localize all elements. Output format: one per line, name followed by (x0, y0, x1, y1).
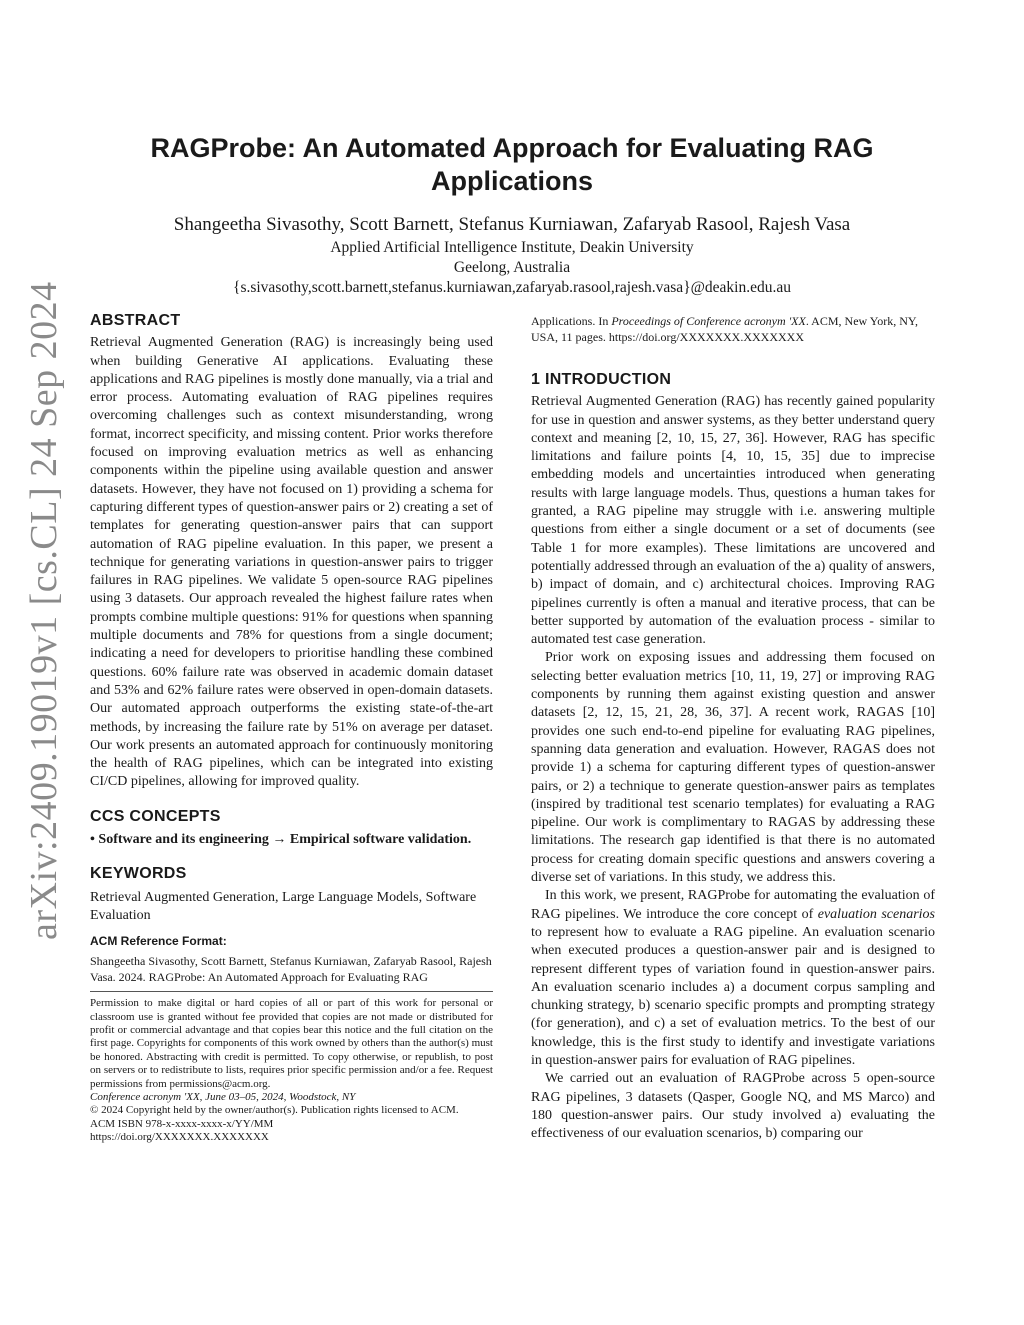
author-list: Shangeetha Sivasothy, Scott Barnett, Stefanus Kurniawan, Zafaryab Rasool, Rajesh Vasa (173, 214, 851, 235)
acm-reference-text: Shangeetha Sivasothy, Scott Barnett, Stefanus Kurniawan, Zafaryab Rasool, Rajesh Vasa. 2024. RAGProbe: An Automated Approach for Evaluating RAG (90, 954, 492, 985)
isbn-line: ACM ISBN 978-x-xxxx-xxxx-x/YY/MM (90, 1117, 274, 1130)
permission-text: Permission to make digital or hard copies of all or part of this work for personal or classroom use is granted without fee provided that copies are not made or distributed for profit or commercial advantage and that copies bear this notice and the full citation on the first page. Copyrights for components of this work owned by others than the author(s) must be honored. Abstracting with credit is permitted. To copy otherwise, or republish, to post on servers or to redistribute to lists, requires prior specific permission and/or a fee. Request permissions from permissions@acm.org. (90, 997, 493, 1090)
keywords-heading: KEYWORDS (90, 865, 187, 883)
doi-line: https://doi.org/XXXXXXX.XXXXXXX (90, 1131, 269, 1144)
conference-line: Conference acronym 'XX, June 03–05, 2024, Woodstock, NY (90, 1091, 356, 1104)
title-line-2: Applications (430, 166, 593, 196)
permission-block (90, 997, 493, 1144)
location: Geelong, Australia (453, 259, 571, 276)
left-column (90, 312, 493, 1145)
introduction-heading: 1 INTRODUCTION (531, 371, 672, 388)
intro-paragraph-4: We carried out an evaluation of RAGProbe across 5 open-source RAG pipelines, 3 datasets (Qasper, Google NQ, and MS Marco) and 180 question-answer pairs. Our study involved a) evaluating the effectiveness of our evaluation scenarios, b) comparing our (531, 1071, 935, 1142)
footnote-divider (90, 991, 493, 992)
intro-paragraph-2: Prior work on exposing issues and addressing them focused on selecting better evaluation metrics [10, 11, 19, 27] or improving RAG components by running them against existing question and answer datasets [2, 12, 15, 21, 28, 36, 37]. A recent work, RAGAS [10] provides one such end-to-end pipeline for evaluating RAG pipelines, spanning data generation and evaluation. However, RAGAS does not provide 1) a schema for capturing different types of question-answer pairs, or 2) a technique to generate question-answer pairs as templates (inspired by traditional test scenario templates) for evaluating a RAG pipeline. Our work is complimentary to RAGAS by addressing these limitations. The research gap identified is that there is no automated process for creating domain specific questions and answers covering a diverse set of variations. In this study, we address this. (531, 650, 935, 886)
ccs-heading: CCS CONCEPTS (90, 807, 221, 825)
abstract-heading: ABSTRACT (90, 312, 181, 329)
affiliation: Applied Artificial Intelligence Institute, Deakin University (330, 239, 694, 256)
ccs-text: • Software and its engineering → Empirical software validation. (90, 832, 472, 848)
abstract-text: Retrieval Augmented Generation (RAG) is increasingly being used when building Generative AI applications. Evaluating these applications and RAG pipelines is mostly done manually, via a trial and error process. Automating evaluation of RAG pipelines requires overcoming challenges such as context misunderstanding, wrong format, incorrect specificity, and missing content. Prior works therefore focused on improving evaluation metrics as well as enhancing components within the pipeline using available question and answer datasets. However, they have not focused on 1) providing a schema for capturing different types of question-answer pairs or 2) creating a set of templates for generating question-answer pairs that can support automation of RAG pipeline evaluation. In this paper, we present a technique for generating variations in question-answer pairs to trigger failures in RAG pipelines. We validate 5 open-source RAG pipelines using 3 datasets. Our approach revealed the highest failure rates when prompts combine multiple questions: 91% for questions when spanning multiple documents and 78% for questions from a single document; indicating a need for developers to prioritise handling these combined questions. 60% failure rate was observed in academic domain dataset and 53% and 62% failure rates were observed in open-domain datasets. Our automated approach outperforms the existing state-of-the-art methods, by increasing the failure rate by 51% on average per dataset. Our work presents an automated approach for continuously monitoring the health of RAG pipelines, which can be integrated into existing CI/CD pipelines, allowing for improved quality. (90, 335, 493, 790)
paper-title (80, 132, 944, 198)
copyright-line: © 2024 Copyright held by the owner/author(s). Publication rights licensed to ACM. (90, 1104, 459, 1117)
intro-paragraph-3: In this work, we present, RAGProbe for automating the evaluation of RAG pipelines. We introduce the core concept of evaluation scenarios to represent how to evaluate a RAG pipeline. An evaluation scenario when executed produces a question-answer pair and is designed to represent different types of variation found in question-answer pairs. An evaluation scenario includes a) a document corpus sampling and chunking strategy, b) scenario specific prompts and prompting strategy (for generation), and c) a set of evaluation metrics. To the best of our knowledge, this is the first study to identify and investigate variations in question-answer pairs for evaluation of RAG pipelines. (531, 888, 935, 1068)
arxiv-stamp: arXiv:2409.19019v1 [cs.CL] 24 Sep 2024 (23, 281, 65, 940)
author-emails: {s.sivasothy,scott.barnett,stefanus.kurniawan,zafaryab.rasool,rajesh.vasa}@deakin.edu.au (233, 279, 791, 296)
title-line-1: RAGProbe: An Automated Approach for Evaluating RAG (150, 133, 874, 163)
keywords-text: Retrieval Augmented Generation, Large Language Models, Software Evaluation (90, 889, 477, 923)
acm-reference-continued: Applications. In Proceedings of Conference acronym 'XX. ACM, New York, NY, USA, 11 pages. https://doi.org/XXXXXXX.XXXXXXX (531, 314, 918, 344)
acm-reference-heading: ACM Reference Format: (90, 934, 227, 949)
intro-paragraph-1: Retrieval Augmented Generation (RAG) has recently gained popularity for use in question and answer systems, as they better understand query context and meaning [2, 10, 15, 27, 36]. However, RAG has specific limitations and failure points [4, 10, 15, 35] due to imprecise embedding models and uncertainties introduced when generating results with large language models. Thus, questions a human takes for granted, a RAG pipeline may struggle with i.e. answering multiple questions from either a single document or a set of documents (see Table 1 for more examples). These limitations are uncovered and potentially addressed through an evaluation of the a) quality of answers, b) impact of domain, and c) architectural choices. Improving RAG pipelines currently is often a manual and iterative process, that can be better supported by automation of the evaluation process - similar to automated test case generation. (531, 394, 935, 648)
right-column (531, 313, 935, 1143)
